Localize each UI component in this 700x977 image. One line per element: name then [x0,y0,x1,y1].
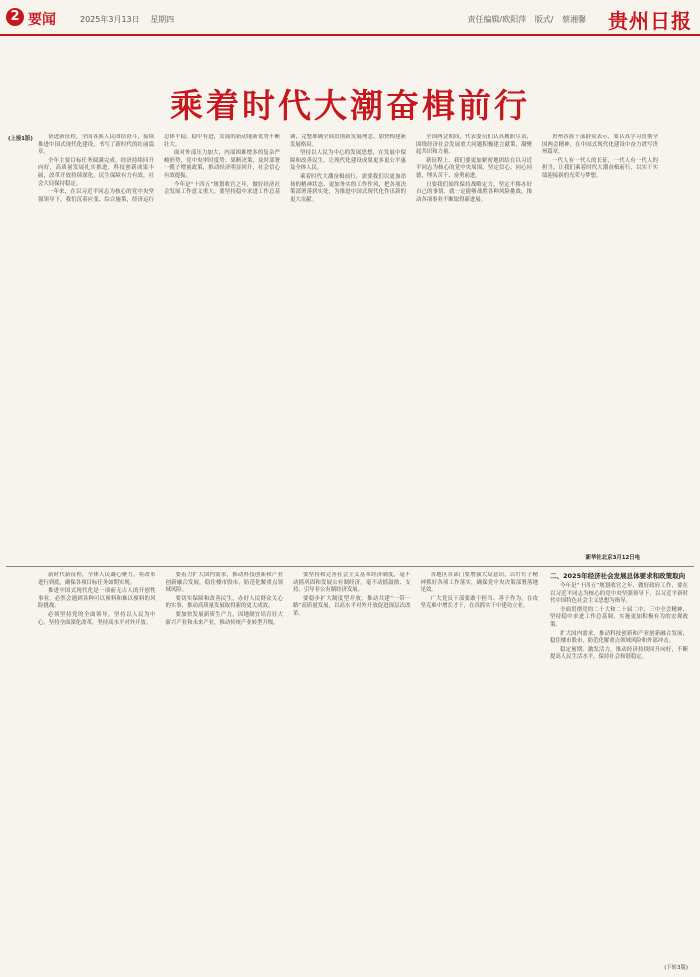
paragraph: 扩大国内需求，推动科技创新和产业创新融合发展，稳住楼市股市，防范化解重点领域风险和外部冲击。 [550,630,688,645]
paragraph: 全年主要目标任务圆满完成，经济持续回升向好，高质量发展扎实推进，科技创新成果丰硕，改革开放持续深化，民生保障有力有效，社会大局保持稳定。 [38,157,154,187]
paragraph: 要坚持和完善社会主义基本经济制度，毫不动摇巩固和发展公有制经济，毫不动摇鼓励、支持、引导非公有制经济发展。 [293,572,411,594]
continued-mark: (上接1版) [8,136,33,142]
paragraph: 要加快发展新质生产力，因地制宜培育壮大新兴产业和未来产业，推动传统产业转型升级。 [165,611,283,626]
paragraph: 推进中国式现代化是一项前无古人的开创性事业，必然会遇到各种可以预料和难以预料的风险挑战。 [38,588,156,610]
page-number: 2 [6,8,24,26]
article-body-bottom [38,572,538,964]
paragraph: 新时代新征程，全体人民凝心聚力，将改革进行到底，确保各项目标任务如期实现。 [38,572,156,586]
dateline: 新华社北京3月12日电 [585,555,640,561]
proofreader: 蔡湘馨 [562,15,586,24]
side-heading: 二、2025年经济社会发展总体要求和政策取向 [550,572,686,580]
paragraph: 今年是“十四五”规划收官之年，做好经济社会发展工作意义重大。要坚持稳中求进工作总基调，完整准确全面贯彻新发展理念，加快构建新发展格局。 [164,134,406,196]
paragraph: 一年来，在以习近平同志为核心的党中央坚强领导下，我们沉着应变、综合施策，经济运行总体平稳、稳中有进，发展的新动能新优势不断壮大。 [38,134,280,203]
date: 2025年3月13日 [80,15,140,24]
paragraph: 各地区各部门要增强大局意识，以钉钉子精神抓好各项工作落实，确保党中央决策部署落地见效。 [420,572,538,594]
paragraph: 一代人有一代人的长征，一代人有一代人的担当。让我们乘着时代大潮奋楫前行，以实干实绩迎接新的光荣与梦想。 [542,157,658,179]
paragraph: 要着力扩大国内需求，推动科技创新和产业创新融合发展，稳住楼市股市，防范化解重点领域风险。 [165,572,283,594]
paragraph: 要切实保障和改善民生，办好人民群众关心的实事，推动高质量发展取得新的更大成效。 [165,595,283,610]
designer: 版式/ [534,15,554,24]
paragraph: 坚持以人民为中心的发展思想，在发展中保障和改善民生，让现代化建设成果更多更公平惠及全体人民。 [290,150,406,172]
paragraph: 贵州各族干部群众表示，要认真学习贯彻全国两会精神，在中国式现代化建设中奋力谱写贵州篇章。 [542,134,658,156]
continued-on-next-page: (下转3版) [664,965,688,971]
paragraph: 广大党员干部要敢于担当、善于作为，在攻坚克难中增长才干，在真抓实干中建功立业。 [420,595,538,610]
paragraph: 全面贯彻党的二十大和二十届二中、三中全会精神，坚持稳中求进工作总基调，实施更加积极有为的宏观政策。 [550,606,688,628]
paragraph: 稳定预期、激发活力，推动经济持续回升向好，不断提高人民生活水平，保持社会和谐稳定。 [550,646,688,661]
side-column [550,572,688,964]
paragraph: 面对外部压力加大、内部困难增多的复杂严峻形势，党中央审时度势、果断决策，及时部署一揽子增量政策，推动经济明显回升，社会信心有效提振。 [164,150,280,179]
article-title: 乘着时代大潮奋楫前行 [170,86,530,125]
paragraph: 必须坚持党的全面领导，坚持以人民为中心，坚持全面深化改革，坚持高水平对外开放。 [38,611,156,626]
paragraph: 全国两会期间，代表委员们认真履职尽责，围绕经济社会发展重大问题积极建言献策，凝聚起共识和力量。 [416,134,532,156]
weekday: 星期四 [150,15,175,24]
paragraph: 要稳步扩大制度型开放，推动共建“一带一路”高质量发展，以高水平对外开放促进深层次改革。 [293,595,411,617]
paragraph: 只要我们始终保持战略定力，坚定不移办好自己的事情，就一定能够战胜各种风险挑战，推动各项事业不断取得新进展。 [416,181,532,203]
paragraph: 奋进新征程，全国各族人民团结奋斗，接续推进中国式现代化建设，书写了新时代的壮丽篇章。 [38,134,154,156]
paragraph: 新征程上，我们要更加紧密地团结在以习近平同志为核心的党中央周围，坚定信心、同心同德，埋头苦干、奋勇前进。 [416,157,532,179]
section-divider [6,566,694,567]
paragraph: 乘着时代大潮奋楫前行，需要我们以更加昂扬的精神状态、更加务实的工作作风，把各项决策部署落到实处，为推进中国式现代化作出新的更大贡献。 [290,173,406,203]
issue-date [80,14,182,25]
editor: 责任编辑/欧阳萍 [467,15,527,24]
page-header [0,0,700,36]
article-body-top [38,134,658,559]
editor-credits [462,14,587,25]
side-body [550,583,688,662]
section-name: 要闻 [28,12,56,28]
paragraph: 今年是“十四五”规划收官之年，做好政府工作，要在以习近平同志为核心的党中央坚强领导下，以习近平新时代中国特色社会主义思想为指导。 [550,583,688,605]
masthead-logo: 贵州日报 [608,9,692,33]
